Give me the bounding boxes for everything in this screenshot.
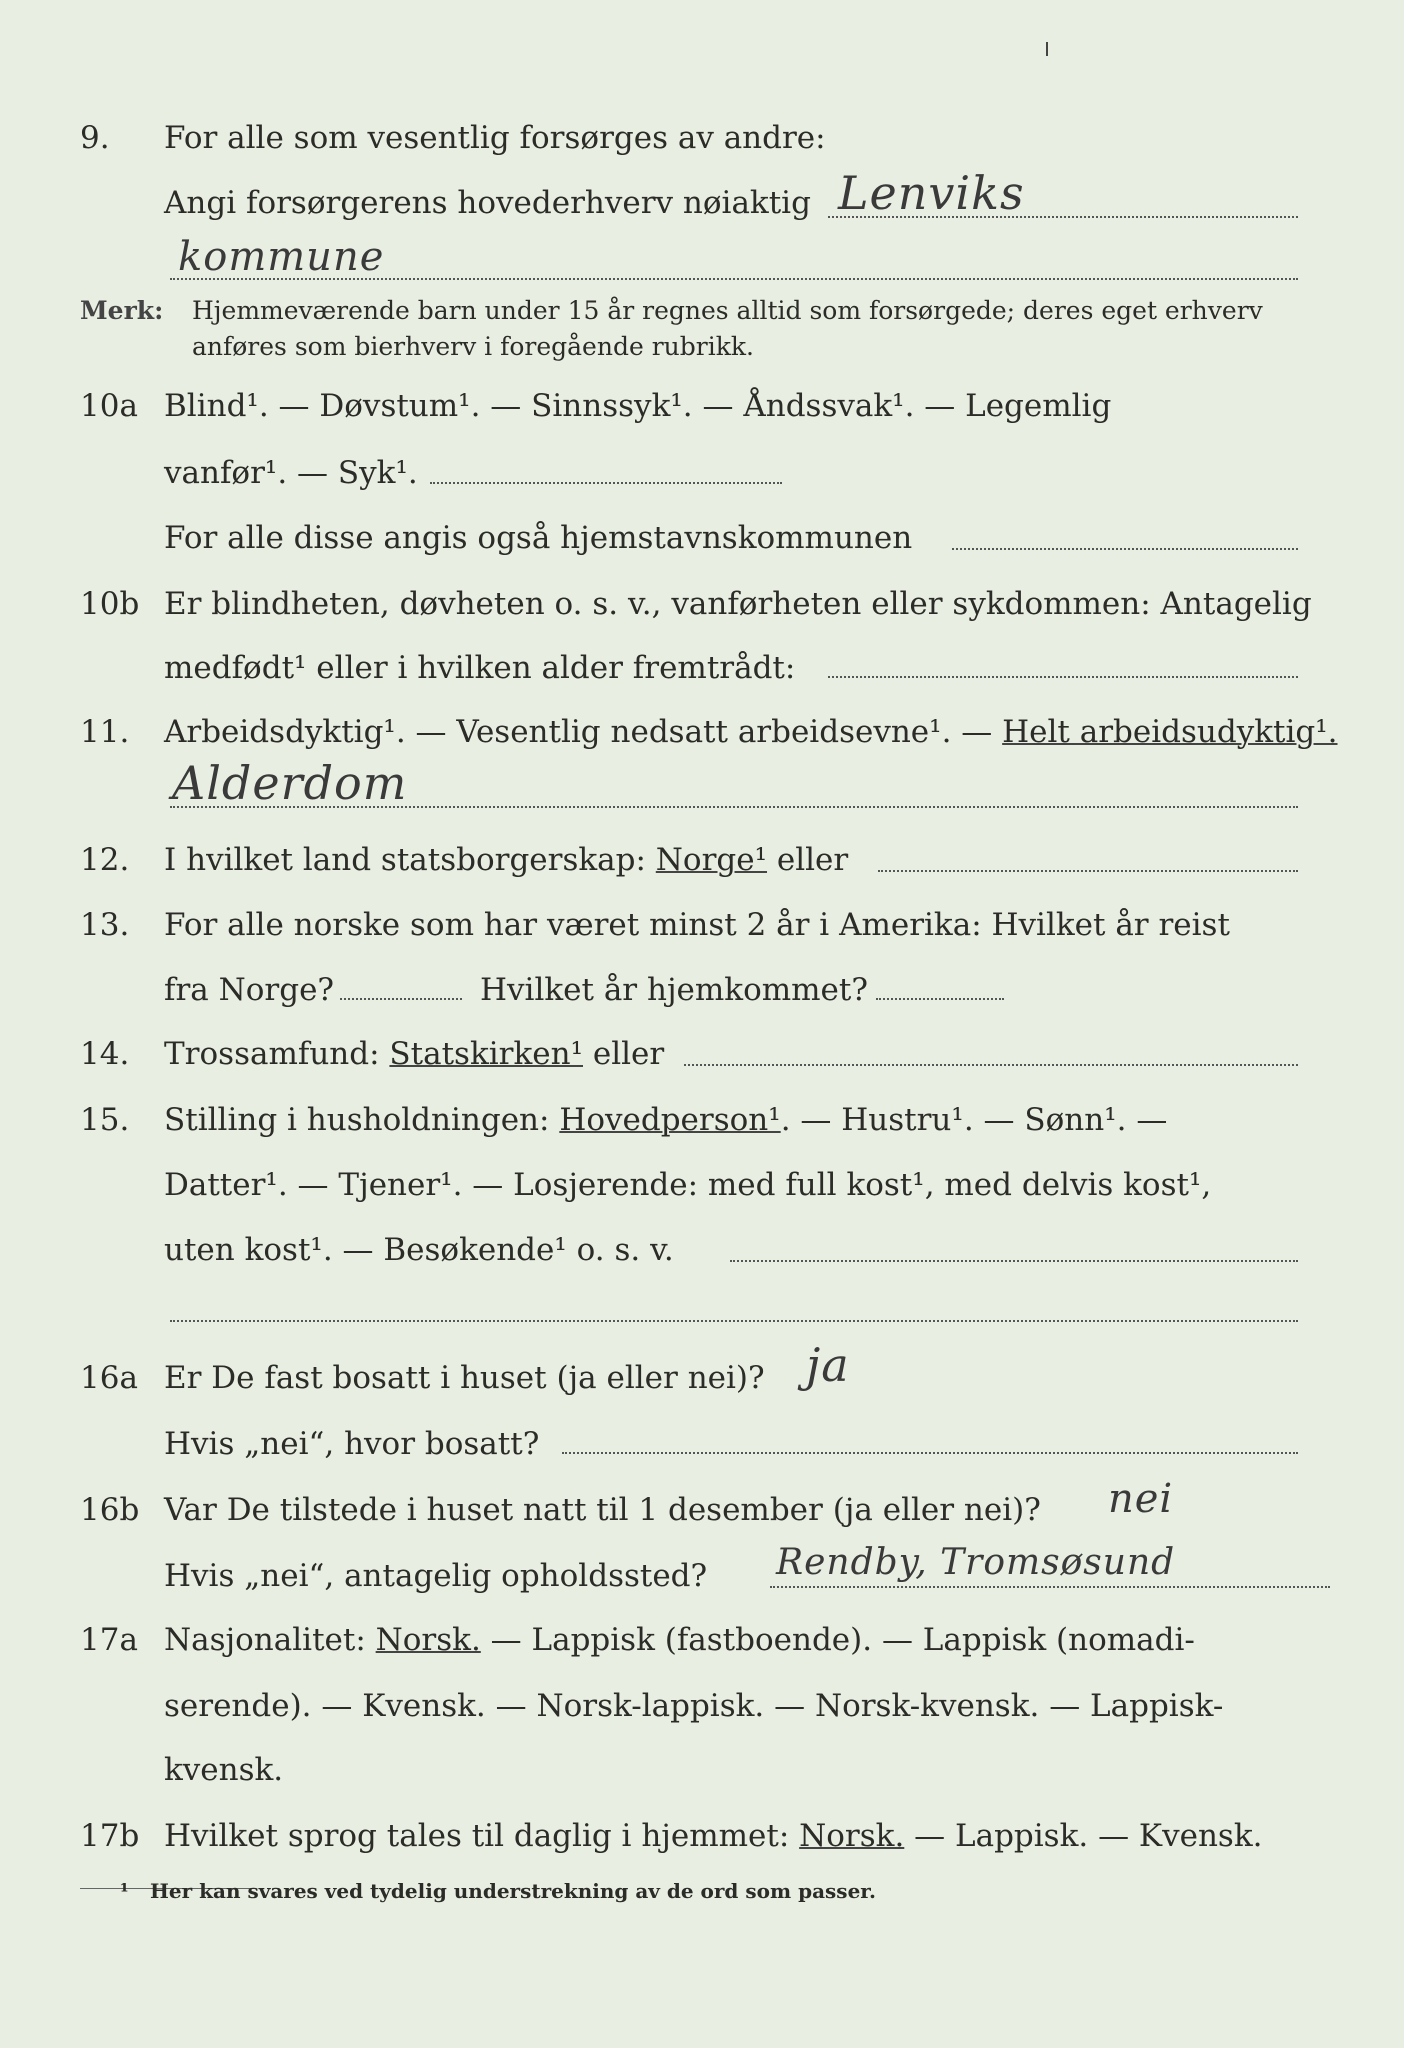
q17a-text-2: serende). — Kvensk. — Norsk-lappisk. — Norsk-kvensk. — Lappisk- [164, 1688, 1224, 1724]
q14-number: 14. [80, 1036, 130, 1072]
q17b-question: Hvilket sprog tales til daglig i hjemmet: [164, 1818, 800, 1854]
q9-text-2: Angi forsørgerens hovederhverv nøiaktig [164, 185, 811, 221]
q16b-handwritten-answer-2: Rendby, Tromsøsund [776, 1542, 1176, 1583]
q14-text-1 [164, 1034, 664, 1074]
q10b-text-1: Er blindheten, døvheten o. s. v., vanførheten eller sykdommen: Antagelig [164, 586, 1312, 622]
q16a-text-2: Hvis „nei“, hvor bosatt? [164, 1426, 540, 1462]
q15-selected-option: Hovedperson¹ [559, 1102, 781, 1138]
q16a-handwritten-answer: ja [806, 1338, 850, 1392]
q11-number: 11. [80, 714, 130, 750]
q10a-number: 10a [80, 388, 138, 424]
q14-selected-option: Statskirken¹ [389, 1036, 583, 1072]
merk-text-1: Hjemmeværende barn under 15 år regnes alltid som forsørgede; deres eget erhverv [192, 296, 1263, 325]
q15-number: 15. [80, 1102, 130, 1138]
q17b-number: 17b [80, 1818, 140, 1854]
q17a-text-3: kvensk. [164, 1752, 284, 1788]
merk-text-2: anføres som bierhverv i foregående rubrikk. [192, 332, 754, 361]
q14-suffix: eller [583, 1036, 665, 1072]
q15-text-2: Datter¹. — Tjener¹. — Losjerende: med full kost¹, med delvis kost¹, [164, 1167, 1212, 1203]
q9-number: 9. [80, 120, 110, 156]
q11-selected-option: Helt arbeidsudyktig¹. [1002, 714, 1338, 750]
q16b-text-2: Hvis „nei“, antagelig opholdssted? [164, 1558, 708, 1594]
q13-answer-line-1 [340, 998, 462, 1000]
q14-question: Trossamfund: [164, 1036, 390, 1072]
q11-handwritten-answer: Alderdom [172, 756, 408, 810]
q12-selected-option: Norge¹ [655, 842, 768, 878]
footnote-text: Her kan svares ved tydelig understrekning av de ord som passer. [150, 1879, 876, 1903]
footnote-mark: ¹ [120, 1879, 129, 1903]
q16a-answer-line [562, 1452, 1298, 1454]
q10a-answer-line-1 [430, 482, 782, 484]
q10a-text-1: Blind¹. — Døvstum¹. — Sinnssyk¹. — Åndssvak¹. — Legemlig [164, 388, 1112, 424]
q15-text-3: uten kost¹. — Besøkende¹ o. s. v. [164, 1232, 674, 1268]
q15-answer-line-1 [730, 1260, 1298, 1262]
q12-number: 12. [80, 842, 130, 878]
q15-answer-line-2 [170, 1320, 1298, 1322]
q13-text-2a: fra Norge? [164, 972, 335, 1008]
q9-handwritten-answer-1: Lenviks [838, 166, 1025, 220]
q10b-text-2: medfødt¹ eller i hvilken alder fremtrådt: [164, 650, 796, 686]
q15-options-1: . — Hustru¹. — Sønn¹. — [780, 1102, 1168, 1138]
q10b-answer-line [828, 676, 1298, 678]
q17a-text-1 [164, 1620, 1195, 1660]
q16b-text-1: Var De tilstede i huset natt til 1 desember (ja eller nei)? [164, 1492, 1041, 1528]
q13-answer-line-2 [876, 998, 1004, 1000]
q11-options: Arbeidsdyktig¹. — Vesentlig nedsatt arbeidsevne¹. — [164, 714, 1003, 750]
q17a-question: Nasjonalitet: [164, 1622, 376, 1658]
q13-text-2b: Hvilket år hjemkommet? [480, 972, 868, 1008]
q13-text-1: For alle norske som har været minst 2 år i Amerika: Hvilket år reist [164, 907, 1230, 943]
q10a-answer-line-2 [952, 548, 1298, 550]
q12-question: I hvilket land statsborgerskap: [164, 842, 656, 878]
q17b-text-1 [164, 1816, 1262, 1856]
q17a-selected-option: Norsk. [375, 1622, 481, 1658]
q16a-text-1: Er De fast bosatt i huset (ja eller nei)? [164, 1360, 765, 1396]
q13-number: 13. [80, 907, 130, 943]
q15-question: Stilling i husholdningen: [164, 1102, 560, 1138]
merk-label: Merk: [80, 296, 164, 325]
q10a-text-2: vanfør¹. — Syk¹. [164, 455, 418, 491]
q17b-selected-option: Norsk. [799, 1818, 905, 1854]
q16b-handwritten-answer-1: nei [1108, 1476, 1174, 1522]
q16b-number: 16b [80, 1492, 140, 1528]
q17b-options: — Lappisk. — Kvensk. [904, 1818, 1263, 1854]
q9-handwritten-answer-2: kommune [178, 234, 385, 280]
page-tick-mark [1046, 42, 1048, 56]
q14-answer-line [684, 1064, 1298, 1066]
q12-suffix: eller [767, 842, 849, 878]
q17a-number: 17a [80, 1622, 138, 1658]
q10a-text-3: For alle disse angis også hjemstavnskommunen [164, 520, 913, 556]
q15-text-1 [164, 1100, 1167, 1140]
q9-text-1: For alle som vesentlig forsørges av andre: [164, 120, 826, 156]
q16a-number: 16a [80, 1360, 138, 1396]
q12-answer-line [878, 870, 1298, 872]
q12-text-1 [164, 840, 848, 880]
q17a-options-1: — Lappisk (fastboende). — Lappisk (nomadi- [480, 1622, 1195, 1658]
q11-text-1 [164, 712, 1338, 752]
q10b-number: 10b [80, 586, 140, 622]
